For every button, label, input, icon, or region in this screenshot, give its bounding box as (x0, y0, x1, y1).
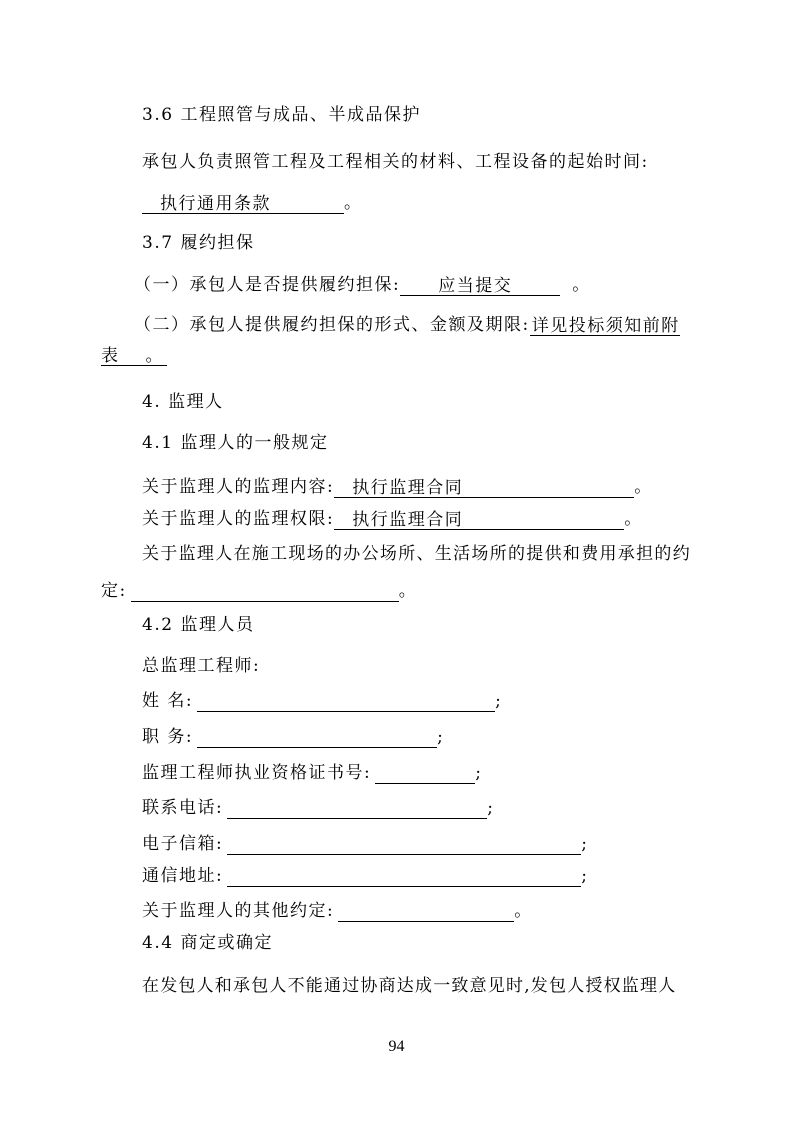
phone-field (227, 799, 487, 819)
office-provision-label: 定: (101, 581, 127, 601)
section-4-4-text: 在发包人和承包人不能通过协商达成一致意见时,发包人授权监理人 (142, 976, 677, 996)
address-field (227, 867, 581, 887)
position-field (197, 728, 437, 748)
supervision-authority-field: 执行监理合同 (334, 510, 624, 530)
other-agreement-field (338, 902, 514, 922)
section-3-7-heading: 3.7 履约担保 (142, 233, 255, 253)
section-3-6-text: 承包人负责照管工程及工程相关的材料、工程设备的起始时间: (142, 152, 649, 172)
phone-semicolon: ; (487, 798, 495, 818)
name-field (197, 692, 495, 712)
office-provision-period: 。 (398, 581, 418, 601)
certificate-line (142, 762, 482, 784)
other-agreement-period: 。 (514, 901, 533, 921)
position-line (142, 726, 444, 748)
guarantee-form-period: 。 (145, 346, 164, 366)
guarantee-form-line (134, 314, 680, 336)
section-3-6-value-line (142, 192, 363, 214)
certificate-semicolon: ; (475, 763, 483, 783)
guarantee-form-label: （二）承包人提供履约担保的形式、金额及期限: (134, 315, 530, 335)
guarantee-provide-label: （一）承包人是否提供履约担保: (134, 275, 401, 295)
email-field (227, 835, 581, 855)
certificate-field (375, 764, 475, 784)
email-line (142, 833, 588, 855)
address-semicolon: ; (581, 866, 589, 886)
name-line (142, 690, 502, 712)
phone-line (142, 797, 494, 819)
email-semicolon: ; (581, 834, 589, 854)
supervision-content-field: 执行监理合同 (334, 478, 634, 498)
supervision-authority-line (142, 508, 643, 530)
supervision-content-line (142, 476, 653, 498)
section-4-heading: 4. 监理人 (142, 392, 224, 412)
name-label: 姓 名: (142, 691, 194, 711)
supervision-content-label: 关于监理人的监理内容: (142, 477, 335, 497)
email-label: 电子信箱: (142, 834, 224, 854)
office-provision-field (131, 582, 399, 602)
section-3-6-period: 。 (344, 193, 363, 213)
care-start-time-field: 执行通用条款 (142, 194, 344, 214)
guarantee-form-field-cont (101, 346, 167, 366)
section-4-1-heading: 4.1 监理人的一般规定 (142, 433, 329, 453)
supervision-authority-period: 。 (624, 509, 643, 529)
supervision-content-period: 。 (634, 477, 653, 497)
other-agreement-line (142, 900, 533, 922)
section-4-4-heading: 4.4 商定或确定 (142, 933, 273, 953)
position-label: 职 务: (142, 727, 194, 747)
guarantee-form-field-text: 表 (101, 346, 120, 366)
supervision-authority-label: 关于监理人的监理权限: (142, 509, 335, 529)
chief-engineer-label: 总监理工程师: (142, 656, 261, 676)
section-4-2-heading: 4.2 监理人员 (142, 615, 255, 635)
office-provision-text: 关于监理人在施工现场的办公场所、生活场所的提供和费用承担的约 (142, 544, 691, 564)
guarantee-form-field: 详见投标须知前附 (531, 316, 680, 336)
guarantee-form-line2 (101, 344, 167, 366)
page-number: 94 (388, 1038, 405, 1055)
position-semicolon: ; (437, 727, 445, 747)
phone-label: 联系电话: (142, 798, 224, 818)
other-agreement-label: 关于监理人的其他约定: (142, 901, 335, 921)
guarantee-provide-line (134, 274, 591, 296)
guarantee-provide-period: 。 (572, 275, 591, 295)
guarantee-provide-field: 应当提交 (400, 276, 560, 296)
office-provision-line2 (101, 580, 417, 602)
certificate-label: 监理工程师执业资格证书号: (142, 763, 372, 783)
address-label: 通信地址: (142, 866, 224, 886)
section-3-6-heading: 3.6 工程照管与成品、半成品保护 (142, 105, 421, 125)
name-semicolon: ; (495, 691, 503, 711)
address-line (142, 865, 588, 887)
